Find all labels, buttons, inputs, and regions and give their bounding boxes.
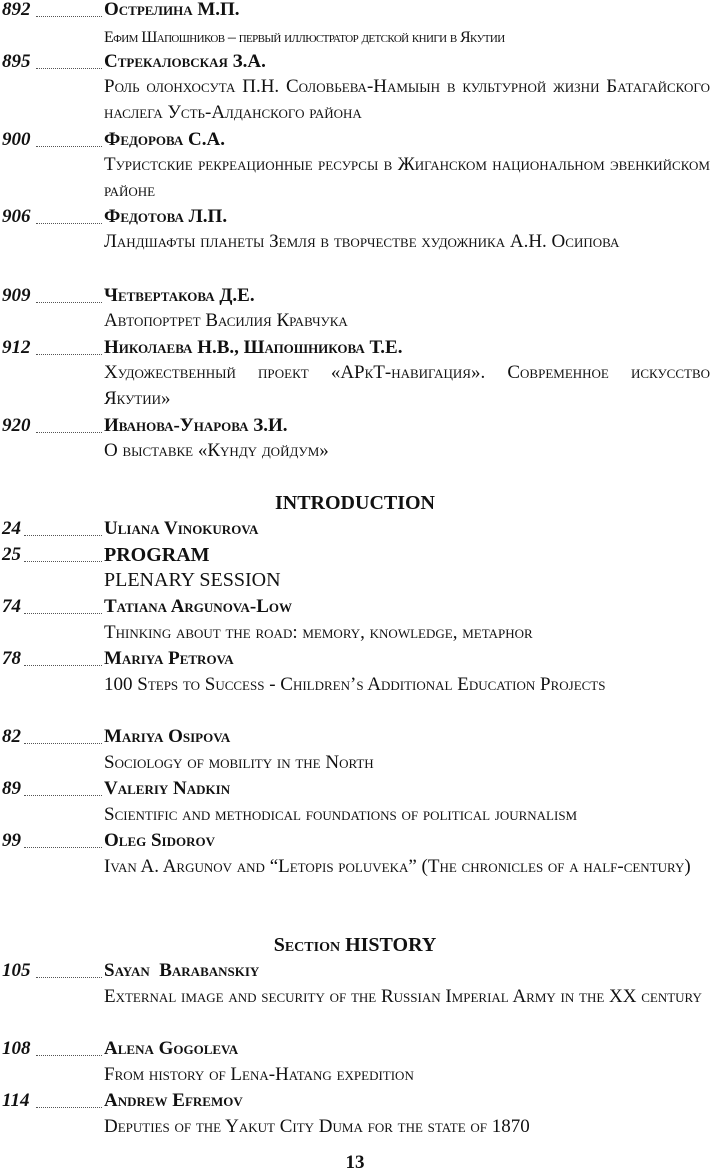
page-number: 13 bbox=[345, 1152, 365, 1173]
section-name: HISTORY bbox=[345, 934, 437, 956]
entry-title: Ландшафты планеты Земля в творчестве художника А.Н. Осипова bbox=[104, 231, 620, 252]
entry-title: Туристские рекреационные ресурсы в Жиганском национальном эвенкийском районе bbox=[104, 154, 710, 201]
entry-page: 114 bbox=[2, 1090, 30, 1111]
entry-page: 912 bbox=[2, 337, 31, 358]
entry-page: 906 bbox=[2, 206, 31, 227]
leader-dots bbox=[36, 432, 102, 433]
entry-author: Четвертакова Д.Е. bbox=[104, 285, 255, 306]
entry-title: From history of Lena-Hatang expedition bbox=[104, 1064, 414, 1085]
entry-page: 909 bbox=[2, 285, 31, 306]
entry-author: Mariya Osipova bbox=[104, 726, 231, 747]
entry-title: Deputies of the Yakut City Duma for the state of 1870 bbox=[104, 1116, 530, 1137]
entry-title: PLENARY SESSION bbox=[104, 569, 281, 591]
entry-author: Andrew Efremov bbox=[104, 1090, 243, 1111]
leader-dots bbox=[24, 795, 102, 796]
entry-page: 108 bbox=[2, 1038, 31, 1059]
entry-title: Роль олонхосута П.Н. Соловьева-Намыын в культурной жизни Батагайского наслега Усть-Алданского района bbox=[104, 76, 710, 123]
entry-page: 920 bbox=[2, 415, 31, 436]
leader-dots bbox=[36, 302, 102, 303]
entry-author: Николаева Н.В., Шапошникова Т.Е. bbox=[104, 337, 403, 358]
leader-dots bbox=[24, 847, 102, 848]
entry-author: Sayan Barabanskiy bbox=[104, 960, 260, 981]
entry-page: 105 bbox=[2, 960, 31, 981]
leader-dots bbox=[24, 561, 102, 562]
entry-author: Tatiana Argunova-Low bbox=[104, 596, 293, 617]
entry-author: Иванова-Унарова З.И. bbox=[104, 415, 288, 436]
section-prefix: Section bbox=[273, 934, 341, 956]
entry-author: Valeriy Nadkin bbox=[104, 778, 231, 799]
entry-author: Uliana Vinokurova bbox=[104, 518, 259, 539]
leader-dots bbox=[24, 613, 102, 614]
entry-page: 892 bbox=[2, 0, 31, 20]
entry-page: 74 bbox=[2, 596, 21, 617]
leader-dots bbox=[24, 665, 102, 666]
entry-page: 24 bbox=[2, 518, 21, 539]
section-heading-history bbox=[0, 933, 710, 957]
entry-title: Художественный проект «АРкТ-навигация». Современное искусство Якутии» bbox=[104, 362, 710, 409]
entry-title: 100 Steps to Success - Children’s Additional Education Projects bbox=[104, 674, 606, 695]
entry-page: 82 bbox=[2, 726, 21, 747]
leader-dots bbox=[24, 535, 102, 536]
entry-author: Oleg Sidorov bbox=[104, 830, 215, 851]
leader-dots bbox=[36, 16, 102, 17]
entry-title: Scientific and methodical foundations of political journalism bbox=[104, 804, 578, 825]
section-heading-introduction: INTRODUCTION bbox=[274, 492, 436, 514]
entry-author: Острелина М.П. bbox=[104, 0, 240, 20]
entry-author: PROGRAM bbox=[104, 544, 210, 566]
entry-author: Mariya Petrova bbox=[104, 648, 234, 669]
entry-page: 78 bbox=[2, 648, 21, 669]
entry-author: Федотова Л.П. bbox=[104, 206, 228, 227]
leader-dots bbox=[36, 68, 102, 69]
entry-title: Sociology of mobility in the North bbox=[104, 752, 374, 773]
entry-title: Thinking about the road: memory, knowledge, metaphor bbox=[104, 622, 533, 643]
entry-page: 895 bbox=[2, 51, 31, 72]
entry-page: 900 bbox=[2, 129, 31, 150]
entry-title: Ivan A. Argunov and “Letopis poluveka” (The chronicles of a half-century) bbox=[104, 856, 691, 877]
entry-title: External image and security of the Russian Imperial Army in the XX century bbox=[104, 986, 702, 1007]
leader-dots bbox=[36, 146, 102, 147]
leader-dots bbox=[24, 743, 102, 744]
entry-page: 25 bbox=[2, 544, 21, 565]
entry-page: 89 bbox=[2, 778, 21, 799]
entry-author: Федорова С.А. bbox=[104, 129, 225, 150]
leader-dots bbox=[36, 1055, 102, 1056]
entry-title: О выставке «Күндү дойдум» bbox=[104, 440, 329, 461]
leader-dots bbox=[36, 977, 102, 978]
entry-page: 99 bbox=[2, 830, 21, 851]
leader-dots bbox=[36, 354, 102, 355]
entry-title: Автопортрет Василия Кравчука bbox=[104, 310, 348, 331]
entry-author: Стрекаловская З.А. bbox=[104, 51, 266, 72]
entry-title: Ефим Шапошников – первый иллюстратор детской книги в Якутии bbox=[104, 29, 505, 46]
leader-dots bbox=[36, 223, 102, 224]
entry-author: Alena Gogoleva bbox=[104, 1038, 239, 1059]
leader-dots bbox=[36, 1107, 102, 1108]
